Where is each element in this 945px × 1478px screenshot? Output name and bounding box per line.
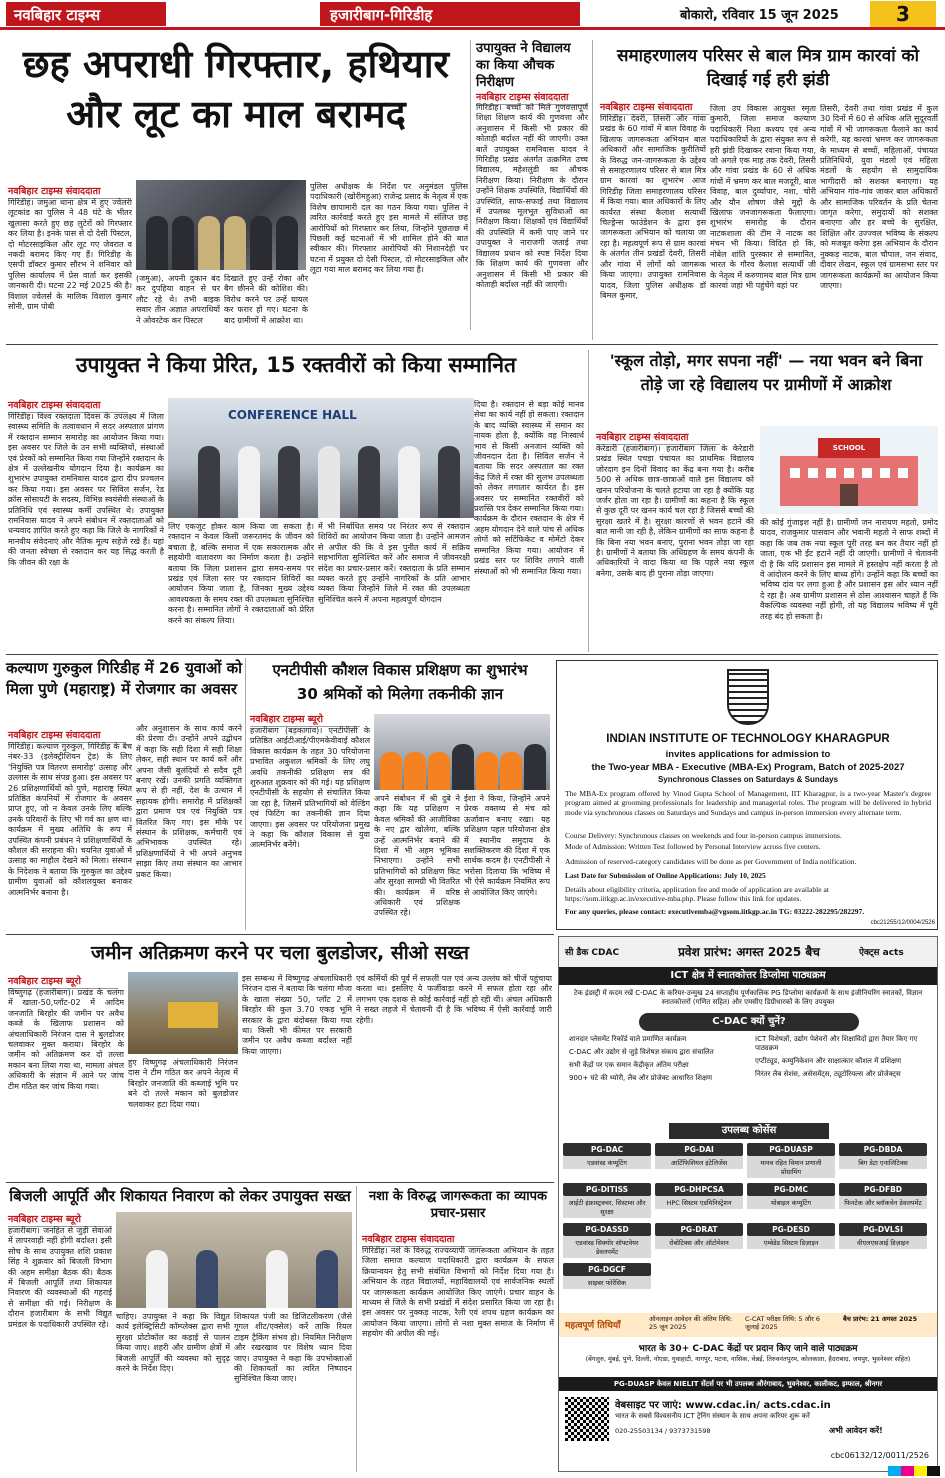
lead-body-2: (जमुआ), अपनी दुकान बंद कर दुपहिया वाहन से घर लौट रहे थे। तभी बाइक सवार तीन अज्ञात अपराधियों ने ओवरटेक कर पिस्टल xyxy=(136,274,220,325)
course-item xyxy=(563,1223,651,1256)
course-code: PG-DASSD xyxy=(563,1223,651,1236)
ntpc-photo xyxy=(374,714,550,790)
course-name: मानव रहित विमान प्रणाली प्रोग्रामिंग xyxy=(747,1156,835,1178)
course-code: PG-DGCF xyxy=(563,1263,651,1276)
section-rule xyxy=(6,654,938,655)
cmyk-registration-strip xyxy=(888,1466,940,1476)
power-body-1: हजारीबाग। जनहित से जुड़ी सेवाओं में लापरवाही नहीं होगी बर्दाश्त। इसी सोच के साथ उपायुक्त शशि प्रकाश सिंह ने शुक्रवार को बिजली विभाग की अहम समीक्षा बैठक की। बैठक में बिजली आपूर्ति तथा शिकायत निवारण की व्यवस्थाओं की गहराई से समीक्षा की गई। निरीक्षण के दौरान हजारीबाग के सभी विद्युत प्रमंडल के पदाधिकारी उपस्थित रहे। xyxy=(8,1226,112,1329)
section-rule xyxy=(6,1182,554,1183)
lead-headline-1: छह अपराधी गिरफ्तार, हथियार xyxy=(22,42,450,86)
cdac-subline: टेक इंडस्ट्री में कदम रखें C-DAC के करियर-उन्मुख 24 सप्ताहीय पूर्णकालिक PG डिप्लोमा कार्यक्रमों के साथ इंजीनियरिंग स्नातकों, विज्ञान स्नातकोत्तरों (गणित सहित) और एमसीए डिग्रीधारकों के लिए उपयुक्त xyxy=(573,989,923,1006)
course-name: आईटी इंफ्रास्ट्रक्चर, सिस्टम्स और सुरक्षा xyxy=(563,1196,651,1218)
banner-text: CONFERENCE HALL xyxy=(228,408,357,422)
cdac-advertisement xyxy=(558,936,938,1472)
cdac-banner: प्रवेश प्रारंभ: अगस्त 2025 बैच xyxy=(678,945,820,959)
campaign-body-3: तिसरी, देवरी तथा गांवा प्रखंड में कुल 30 दिनों में 60 से अधिक अति सुदूरवर्ती गांवों में भी जागरूकता फैलाने का कार्य करेगी, यह कारवां भ्रमण कर जागरूकता के माध्यम से बच्चों, महिलाओं, पंचायत प्रतिनिधियों, युवा मंडलों एवं महिला मंडलों के सहयोग से सामुदायिक भागीदारी को सशक्त बनाएगा। यह अभियान गांव-गांव जाकर बाल अधिकारों और सामाजिक परिवर्तन के प्रति चेतना जागृत करेगा, समुदायों को सशक्त बनाएगा और हर बच्चे के सुरक्षित, शिक्षित और उज्ज्वल भविष्य के संकल्प को मजबूत करेगा इस अभियान के दौरान नुक्कड़ नाटक, बाल चौपाल, जन संवाद, दीवार लेखन, स्कूल एवं ग्रामसभा स्तर पर जागरूकता कार्यक्रमों का आयोजन किया जाएगा। xyxy=(820,104,938,290)
column-divider xyxy=(592,40,593,340)
ntpc-body-3: ईशा ने किया, जिन्होंने अपने प्रेरक वक्तव्य से मंच को ऊर्जावान बनाए रखा। यह प्रशिक्षण पहल परियोजना क्षेत्र में स्थानीय समुदाय के सशक्तिकरण की दिशा में एक सार्थक कदम है। एनटीपीसी ने भरोसा दिलाया कि भविष्य में भी ऐसे कार्यक्रम नियमित रूप से आयोजित किए जाएंगे। xyxy=(464,794,550,897)
course-item xyxy=(655,1183,743,1211)
iit-para-6: Details about eligibility criteria, application fee and mode of application are available at https://som.iitkgp.ac.in/executive-mba.php. Please follow this link for updates. xyxy=(565,885,829,904)
lead-byline: नवबिहार टाइम्स संवाददाता xyxy=(8,184,128,199)
course-name: एम्बेडेड सिस्टम डिज़ाइन xyxy=(747,1236,835,1249)
column-divider xyxy=(588,350,589,652)
ntpc-body-1: हजारीबाग (बड़कागांव)। एनटीपीसी के प्रतिष्ठित आईटीआई/पीएमकेवीवाई कौशल विकास कार्यक्रम के तहत 30 परियोजना प्रभावित अकुशल श्रमिकों के लिए लघु अवधि तकनीकी प्रशिक्षण सत्र की शुरुआत शुक्रवार को की गई। यह प्रशिक्षण एनटीपीसी के सहयोग से संचालित किया जा रहा है, जिसमें प्रतिभागियों को वेल्डिंग एवं फिटिंग का तकनीकी ज्ञान दिया जाएगा। इस अवसर पर परियोजना प्रमुख ने कहा कि कौशल विकास से युवा आत्मनिर्भर बनेंगे। xyxy=(250,726,370,850)
donors-body-3: में भी निर्बाधित समय पर निरंतर रूप से रक्तदान शिविरों का आयोजन किया जाता है। उन्होंने आमजन से अपील की कि वे इस पुनीत कार्य में सक्रिय सहभागिता सुनिश्चित करें और समाज में जीवनरक्षी संदेश का प्रचार-प्रसार करें। रक्तदाता के प्रति सम्मान व्यक्त करते हुए उन्होंने नागरिकों के प्रति आभार व्यक्त किया जिन्होंने जिले में रक्त की उपलब्धता सुनिश्चित करने में अपना महत्वपूर्ण योगदान xyxy=(318,522,470,604)
power-body-2: चाहिए। उपायुक्त ने कहा कि विद्युत कार्य इलेक्ट्रिसिटी कॉम्प्लेक्स द्वारा सभी सुरक्षा प्रोटोकॉल का कड़ाई से पालन किया जाए। शहरी और ग्रामीण क्षेत्रों में बिजली आपूर्ति की व्यवस्था को सुदृढ़ करने के निर्देश दिए। xyxy=(116,1312,230,1374)
newspaper-name: नवबिहार टाइम्स xyxy=(6,2,166,26)
iit-contact: For any queries, please contact: executivemba@vgsom.iitkgp.ac.in TG: 03222-282295/282297. xyxy=(565,907,865,916)
kalyan-byline: नवबिहार टाइम्स संवाददाता xyxy=(8,728,124,743)
cdac-apply: अभी आवेदन करें! xyxy=(829,1426,883,1435)
iit-advertisement xyxy=(556,660,938,930)
bullet: सभी केंद्रों पर एक समान केंद्रीकृत अंतिम परीक्षा xyxy=(569,1061,689,1069)
course-item xyxy=(839,1223,927,1251)
donors-byline: नवबिहार टाइम्स संवाददाता xyxy=(8,398,128,413)
iit-logo xyxy=(727,669,769,725)
course-name: एडवांस्ड सिक्योर सॉफ्टवेयर डेवलपमेंट xyxy=(563,1236,651,1258)
course-code: PG-DUASP xyxy=(747,1143,835,1156)
kalyan-headline: कल्याण गुरुकुल गिरिडीह में 26 युवाओं को मिला पुणे (महाराष्ट्र) में रोजगार का अवसर xyxy=(6,659,242,698)
section-rule xyxy=(6,344,938,345)
power-photo xyxy=(116,1212,352,1308)
bullet: निरंतर लैब सेशंस, असेसमेंट्स, ट्यूटोरियल्स और प्रोजेक्ट्स xyxy=(755,1070,901,1078)
school-sign: SCHOOL xyxy=(818,438,880,458)
power-byline: नवबिहार टाइम्स ब्यूरो xyxy=(8,1212,108,1227)
campaign-headline: समाहरणालय परिसर से बाल मित्र ग्राम कारवां को दिखाई गई हरी झंडी xyxy=(617,46,919,90)
cdac-courses-title: उपलब्ध कोर्सेस xyxy=(669,1123,829,1139)
course-code: PG-DMC xyxy=(747,1183,835,1196)
course-name: फिनटेक और ब्लॉकचेन डेवलपमेंट xyxy=(839,1196,927,1209)
donors-photo xyxy=(168,398,474,518)
cdac-why: C-DAC क्यों चुनें? xyxy=(639,1013,859,1031)
lead-body-1: गिरिडीह। जमुआ थाना क्षेत्र में हुए ज्वेलरी लूटकांड का पुलिस ने 48 घंटे के भीतर खुलासा करते हुए छह लुटेरों को गिरफ्तार कर लिया है। इनके पास से दो देसी पिस्टल, दो मोटरसाइकिल और लूट गए जेवरात व नकदी बरामद किए गए हैं। गिरिडीह के एसपी डॉक्टर कुमार सौरभ ने शनिवार को पुलिस कार्यालय में प्रेस वार्ता कर इसकी जानकारी दी। घटना 22 मई 2025 की है। विशाल ज्वेलर्स के मालिक विशाल कुमार सोनी, ग्राम पोबी xyxy=(8,198,132,312)
bulldozer-body-1: विष्णुगढ़ (हजारीबाग)। प्रखंड के चलंगा में खाता-50,प्लॉट-02 में आदिम जनजाति बिरहोर की जमीन पर अवैध कब्जे के खिलाफ प्रशासन को अंचलाधिकारी निरंजन दास ने बुलडोजर चलवाकर मुक्त कराया। बिरहोर के जमीन को अतिक्रमण कर दो तल्ला मकान बना लिया गया था, मामला अंचल अधिकारी के संज्ञान में आने पर जांच टीम गठित कर जांच किया गया। xyxy=(8,988,124,1091)
bulldozer-byline: नवबिहार टाइम्स ब्यूरो xyxy=(8,974,118,989)
course-code: PG-DVLSI xyxy=(839,1223,927,1236)
cdac-phone: 020-25503134 / 9373731598 xyxy=(615,1427,711,1435)
iit-para-1: The MBA-Ex program offered by Vinod Gupta School of Management, IIT Kharagpur, is a two-year Master's degree program aimed at grooming professionals for leadership and managerial roles. The program will be delivered in hybrid mode via synchronous classes on Saturdays and Sundays and campus in-person immersion every alternate term. xyxy=(565,789,931,817)
campaign-byline: नवबिहार टाइम्स संवाददाता xyxy=(600,100,710,115)
campaign-body-1: गिरिडीह। देवरी, तिसरी और गांवा प्रखंड के 60 गांवों में बाल विवाह के खिलाफ जागरूकता अभियान बाल अधिकारों और सामाजिक कुरीतियों के विरुद्ध जन-जागरूकता के उद्देश्य से समाहरणालय परिसर से बाल मित्र ग्राम कारवां का शुभारंभ आज गिरिडीह जिला समाहरणालय परिसर में किया गया। बाल अधिकारों के लिए कार्यरत संस्था कैलाश सत्यार्थी चिल्ड्रेन्स फाउंडेशन के द्वारा इस जागरूकता अभियान को चलाया जा रहा है। महत्वपूर्ण रूप से ग्राम कारवां के अंतर्गत तीन प्रखंडों देवरी, तिसरी और गांवा में लोगों को जागरूक किया जाएगा। उपायुक्त रामनिवास यादव, जिला पुलिस अधीक्षक डॉ बिमल कुमार, xyxy=(600,114,706,300)
course-code: PG-DHPCSA xyxy=(655,1183,743,1196)
lead-photo xyxy=(136,180,306,270)
donors-body-4: दिया है। रक्तदान से बड़ा कोई मानव सेवा का कार्य नहीं हो सकता। रक्तदान के बाद व्यक्ति स्वास्थ्य में समान का नायक होता है, क्योंकि वह निःस्वार्थ भाव से किसी अनजान व्यक्ति को जीवनदान देता है। सिविल सर्जन ने बताया कि सदर अस्पताल का रक्त केंद्र जिले में रक्त की सुलभ उपलब्धता को लेकर लगातार कार्यरत है। इस अवसर पर सम्मानित रक्तवीरों को प्रशस्ति पत्र देकर सम्मानित किया गया। कार्यक्रम के दौरान रक्तदान के क्षेत्र में अहम योगदान देने वाले पांच से अधिक लोगों को सर्टिफिकेट व मोमेंटो देकर सम्मानित किया गया। आयोजन में प्रखंड स्तर पर शिविर लगाने वाली संस्थाओं को भी सम्मानित किया गया। xyxy=(474,400,584,576)
course-item xyxy=(839,1143,927,1171)
masthead xyxy=(0,0,945,30)
bullet: एप्टीट्यूड, कम्युनिकेशन और साक्षात्कार कौशल में प्रशिक्षण xyxy=(755,1057,902,1065)
bullet: 900+ घंटे की थ्योरी, लैब और प्रोजेक्ट आधारित शिक्षण xyxy=(569,1074,713,1082)
ntpc-headline-1: एनटीपीसी कौशल विकास प्रशिक्षण का शुभारंभ xyxy=(272,661,528,679)
bulldozer-body-4: एवं कर्मियों की पूर्व में सफली पल एवं अन्य उल्लंघ को चीजें पहुंचाया करता था। इसलिए ये फर्जीवाड़ा करने में सफल होता रहा और लगभग एक दशक से कोई कार्रवाई नहीं हो रही थी। अंचल अधिकारी ने सख्त लहजे में चेतावनी दी है कि भविष्य में ऐसी कार्रवाई जारी रहेगी। xyxy=(356,974,552,1025)
lead-headline-2: और लूट का माल बरामद xyxy=(66,92,406,136)
school-body-2: की कोई गुंजाइश नहीं है। ग्रामीणों जन नारायण महतो, प्रमोद यादव, राजकुमार पासवान और भवानी महतो ने साफ शब्दों में कहा कि जब तक नया स्कूल पूरी तरह बन कर तैयार नहीं हो जाता, एक भी ईंट हटाने नहीं दी जाएगी। ग्रामीणों ने चेतावनी दी है कि यदि प्रशासन इस मामले में हस्तक्षेप नहीं करता है तो वे आंदोलन करने के लिए बाध्य होंगे। उन्होंने कहा कि बच्चों का भविष्य दांव पर लगा हुआ है और प्रशासन इस ओर ध्यान नहीं दे रहा है। अब ग्रामीण प्रशासन से ठोस आश्वासन चाहते हैं कि वैकल्पिक व्यवस्था नहीं होगी, तो यह विद्यालय भविष्य में पूरी तरह बंद हो सकता है। xyxy=(760,518,938,621)
lead-body-4: पुलिस अधीक्षक के निर्देश पर अनुमंडल पुलिस पदाधिकारी (खोरीमहुआ) राजेन्द्र प्रसाद के नेतृत्व में एक विशेष छापामारी दल का गठन किया गया। पुलिस ने त्वरित कार्रवाई करते हुए इस मामले में संलिप्त छह आरोपियों को गिरफ्तार कर लिया, जिन्होंने पूछताछ में पिछली कई घटनाओं में भी शामिल होने की बात स्वीकार की। गिरफ्तार आरोपियों की निशानदेही पर घटना में प्रयुक्त दो देसी पिस्टल, दो मोटरसाइकिल और लूटा गया माल बरामद कर लिया गया है। xyxy=(310,182,468,275)
course-item xyxy=(747,1143,835,1176)
cdac-course-grid xyxy=(563,1143,933,1309)
course-name: एडवांस्ड कंप्यूटिंग xyxy=(563,1156,651,1169)
cdac-duasp: PG-DUASP केवल NIELIT सेंटर्स पर भी उपलब्ध औरंगाबाद, भुवनेश्वर, कालीकट, इम्फाल, श्रीनगर xyxy=(559,1377,937,1391)
course-name: वीएलएसआई डिज़ाइन xyxy=(839,1236,927,1249)
cdac-date-3: बैच प्रारंभ: 21 अगस्त 2025 xyxy=(843,1315,918,1323)
course-item xyxy=(563,1263,651,1291)
iit-para-3: Mode of Admission: Written Test followed by Personal Interview across five centers. xyxy=(565,842,821,851)
iit-sub-1: invites applications for admission to xyxy=(665,749,831,760)
column-divider xyxy=(356,1186,357,1472)
course-code: PG-DBDA xyxy=(839,1143,927,1156)
school-headline-2: तोड़े जा रहे विद्यालय पर ग्रामीणों में आक्रोश xyxy=(640,375,892,394)
column-divider xyxy=(470,40,471,330)
insp-headline: उपायुक्त ने विद्यालय का किया औचक निरीक्षण xyxy=(476,41,571,90)
course-name: आर्टिफिशियल इंटेलिजेंस xyxy=(655,1156,743,1169)
bulldozer-headline: जमीन अतिक्रमण करने पर चला बुलडोजर, सीओ सख्त xyxy=(91,942,469,964)
course-name: HPC सिस्टम एडमिनिस्ट्रेशन xyxy=(655,1196,743,1209)
acts-logo: ऐक्ट्स acts xyxy=(859,948,904,958)
school-byline: नवबिहार टाइम्स संवाददाता xyxy=(596,430,720,445)
bulldozer-body-3: इस सम्बन्ध में विष्णुगढ़ अंचलाधिकारी निरंजन दास ने बताया कि चलंगा मौजा के खाता संख्या 50, प्लॉट 2 में बिरहोर की कुल 3.70 एकड़ भूमि सरकार के द्वारा बंदोबस्त किया गया था। किसी भी कीमत पर सरकारी जमीन पर अवैध कब्जा बर्दाश्त नहीं किया जाएगा। xyxy=(242,974,352,1056)
course-item xyxy=(747,1223,835,1251)
drugs-body: गिरिडीह। नशे के विरुद्ध राज्यव्यापी जागरूकता अभियान के तहत जिला समाज कल्याण पदाधिकारी द्वारा कार्यक्रम के सफल क्रियान्वयन हेतु सभी संबंधित विभागों को निर्देश दिया गया है। अभियान के तहत विद्यालयों, महाविद्यालयों एवं सार्वजनिक स्थलों पर जागरूकता कार्यक्रम आयोजित किए जाएंगे। प्रचार वाहन के माध्यम से जिले के सभी प्रखंडों में संदेश प्रसारित किया जा रहा है। इस अवसर पर नुक्कड़ नाटक, रैली एवं शपथ ग्रहण कार्यक्रम का आयोजन किया जाएगा। लोगों से नशा मुक्त समाज के निर्माण में सहयोग की अपील की गई। xyxy=(362,1246,554,1339)
ntpc-byline: नवबिहार टाइम्स ब्यूरो xyxy=(250,712,360,727)
kalyan-body-1: गिरिडीह। कल्याण गुरुकुल, गिरिडीह के बैच नंबर-33 (इलेक्ट्रीशियन ट्रेड) के लिए 'नियुक्ति पत्र वितरण समारोह' उत्साह और उल्लास के साथ संपन्न हुआ। इस अवसर पर 26 प्रशिक्षणार्थियों को पुणे, महाराष्ट्र स्थित प्रतिष्ठित कंपनियों में रोजगार के अवसर प्राप्त हुए, जो न केवल उनके लिए बल्कि उनके परिवारों के लिए भी गर्व का क्षण था। कार्यक्रम में मुख्य अतिथि के रूप में उपस्थित कंपनी प्रबंधन ने प्रशिक्षणार्थियों के कौशल की सराहना की। चयनित युवाओं में उत्साह का माहौल देखने को मिला। संस्थान के निदेशक ने बताया कि गुरुकुल का उद्देश्य ग्रामीण युवाओं को कौशलयुक्त बनाकर आत्मनिर्भर बनाना है। xyxy=(8,742,132,897)
course-item xyxy=(563,1183,651,1216)
cdac-date-1: ऑनलाइन आवेदन की अंतिम तिथि: 25 जून 2025 xyxy=(649,1315,733,1331)
bulldozer-body-2: हुए विष्णुगढ़ अंचलाधिकारी निरंजन दास ने टीम गठित कर अपने नेतृत्व में बिरहोर जनजाति की कब्जाई भूमि पर बने दो तल्ले मकान को बुलडोजर चलवाकर हटा दिया गया। xyxy=(128,1058,238,1109)
bulldozer-photo xyxy=(128,972,238,1054)
cdac-web: वेबसाइट पर जाएं: www.cdac.in/ acts.cdac.in xyxy=(615,1400,831,1411)
kalyan-body-2: और अनुशासन के साथ कार्य करने की प्रेरणा दी। उन्होंने अपने उद्बोधन में कहा कि सही दिशा में सही शिक्षा लेकर, सही स्थान पर कार्य करें और अपना जैसी बुलंदियों से सदैव दूरी बनाए रखें। उनकी प्रगति व्यक्तिगत रूप से ही नहीं, देश के उत्थान में सहायक होगी। समारोह में प्रशिक्षकों द्वारा प्रमाण पत्र एवं नियुक्ति पत्र वितरित किए गए। इस मौके पर संस्थान के प्रशिक्षक, कर्मचारी एवं अभिभावक उपस्थित रहे। प्रशिक्षणार्थियों ने भी अपने अनुभव साझा किए तथा संस्थान का आभार प्रकट किया। xyxy=(136,724,242,879)
donors-headline: उपायुक्त ने किया प्रेरित, 15 रक्तवीरों को किया सम्मानित xyxy=(75,353,516,377)
qr-code xyxy=(565,1397,609,1441)
ntpc-headline-2: 30 श्रमिकों को मिलेगा तकनीकी ज्ञान xyxy=(296,685,504,703)
iit-sub-3: Synchronous Classes on Saturdays & Sundays xyxy=(657,775,839,784)
cdac-centres: (बेंगलुरु, मुंबई, पुणे, दिल्ली, नोएडा, गुवाहाटी, नागपुर, पटना, नासिक, चेन्नई, तिरुवनंतपुरम, कोलकाता, हैदराबाद, जयपुर, भुवनेश्वर सहित) xyxy=(585,1355,911,1363)
column-divider xyxy=(245,658,246,930)
cdac-logo: सी डैक CDAC xyxy=(565,948,620,958)
insp-body: गिरिडीह। बच्चों को मिले गुणवत्तापूर्ण शिक्षा शिक्षण कार्य की गुणवत्ता और अनुशासन में किसी भी प्रकार की कोताही बर्दाश्त नहीं की जाएगी। उक्त बातें उपायुक्त रामनिवास यादव ने गिरिडीह प्रखंड अंतर्गत उत्क्रमित उच्च विद्यालय, महेशलुंडी का औचक निरीक्षण किया। निरीक्षण के दौरान उन्होंने शिक्षक उपस्थिति, विद्यार्थियों की उपस्थिति, साफ-सफाई तथा विद्यालय में उपलब्ध मूलभूत सुविधाओं का निरीक्षण किया। शिक्षकों एवं विद्यार्थियों की उपस्थिति में कमी पाए जाने पर उपायुक्त ने नाराजगी जताई तथा विद्यालय प्रधान को स्पष्ट निर्देश दिया कि शिक्षण कार्य की गुणवत्ता और अनुशासन में किसी भी प्रकार की कोताही बर्दाश्त नहीं की जाएगी। xyxy=(476,103,588,289)
bullet: C-DAC और उद्योग से जुड़े विशेषज्ञ संकाय द्वारा संचालित xyxy=(569,1048,714,1056)
lead-body-3: दिखाते हुए उन्हें रोका और बैग छीनने की कोशिश की। विरोध करने पर उन्हें घायल कर फरार हो गए। घटना के बाद ग्रामीणों में आक्रोश था। xyxy=(224,274,308,325)
iit-para-4: Admission of reserved-category candidates will be done as per Government of India notification. xyxy=(565,857,857,866)
cdac-dates-title: महत्वपूर्ण तिथियाँ xyxy=(565,1321,621,1331)
course-code: PG-DESD xyxy=(747,1223,835,1236)
iit-para-2: Course Delivery: Synchronous classes on weekends and four in-person campus immersions. xyxy=(565,831,842,840)
campaign-body-2: जिला उप विकास आयुक्त स्मृता कुमारी, जिला समाज कल्याण पदाधिकारी निशा कश्यप एवं अन्य पदाधिकारियों के द्वारा संयुक्त रूप से हरी झंडी दिखाकर रवाना किया गया, जो अगले एक माह तक देवरी, तिसरी और गांवा प्रखंड के 60 से अधिक गांवों में भ्रमण कर बाल मजदूरी, बाल विवाह, बाल दुर्व्यापार, नशा, चोरी और यौन शोषण जैसे मुद्दों के खिलाफ जनजागरूकता फैलाएगा। शुभारंभ समारोह के दौरान नाटकशाला की टीम ने नाटक का मंचन भी किया। विदित हो कि, नोबेल शांति पुरस्कार से सम्मानित, भारत के गौरव कैलाश सत्यार्थी जी के नेतृत्व में करुणामय बाल मित्र ग्राम कारवां जहां भी पहुंचेंगे वहां पर xyxy=(710,104,816,290)
drugs-byline: नवबिहार टाइम्स संवाददाता xyxy=(362,1232,482,1247)
edition-name: हजारीबाग-गिरिडीह xyxy=(320,2,580,26)
iit-sub-2: the Two-year MBA - Executive (MBA-Ex) Program, Batch of 2025-2027 xyxy=(591,762,905,773)
school-headline-1: 'स्कूल तोड़ो, मगर सपना नहीं' — नया भवन बने बिना xyxy=(609,351,923,370)
course-code: PG-DITISS xyxy=(563,1183,651,1196)
cdac-ad-code: cbc06132/12/0011/2526 xyxy=(830,1451,929,1460)
course-code: PG-DFBD xyxy=(839,1183,927,1196)
course-name: मोबाइल कंप्यूटिंग xyxy=(747,1196,835,1209)
course-code: PG-DAC xyxy=(563,1143,651,1156)
issue-date: बोकारो, रविवार 15 जून 2025 xyxy=(680,8,839,23)
course-item xyxy=(655,1223,743,1251)
bullet: शानदार प्लेसमेंट रिकॉर्ड वाले प्रमाणित कार्यक्रम xyxy=(569,1035,687,1043)
donors-body-2: लिए एकजुट होकर काम किया जा सकता है। रक्तदान न केवल किसी जरूरतमंद के जीवन को बचाता है, बल्कि समाज में एक सकारात्मक और सहयोगी वातावरण का निर्माण करता है। उन्होंने बताया कि जिला प्रशासन द्वारा समय-समय पर प्रखंड एवं जिला स्तर पर रक्तदान शिविरों का आयोजन किया जाता है, जिनका मुख्य उद्देश्य आवश्यकता के समय रक्त की उपलब्धता सुनिश्चित करना है। सम्मानित लोगों ने रक्तदाताओं को प्रेरित करने का संकल्प लिया। xyxy=(168,522,314,625)
ntpc-body-2: अपने संबोधन में श्री दुबे ने कहा कि यह प्रशिक्षण न केवल श्रमिकों की आजीविका के नए द्वार खोलेगा, बल्कि उन्हें आत्मनिर्भर बनाने की दिशा में भी अहम भूमिका निभाएगा। उन्होंने सभी प्रतिभागियों को प्रशिक्षण किट और सुरक्षा सामग्री भी वितरित की। कार्यक्रम में वरिष्ठ अधिकारी एवं प्रशिक्षक उपस्थित रहे। xyxy=(374,794,460,918)
power-headline: बिजली आपूर्ति और शिकायत निवारण को लेकर उपायुक्त सख्त xyxy=(9,1187,351,1205)
section-rule xyxy=(6,934,554,935)
course-code: PG-DAI xyxy=(655,1143,743,1156)
cdac-subtitle: ICT क्षेत्र में स्नातकोत्तर डिप्लोमा पाठ्यक्रम xyxy=(559,967,937,985)
course-name: बिग डेटा एनालिटिक्स xyxy=(839,1156,927,1169)
power-body-3: शिकायत पंजी का डिजिटलीकरण (जैसे गूगल शीट/एक्सेल) करें ताकि रियल टाइम ट्रैकिंग संभव हो। नियमित निरीक्षण और रखरखाव पर विशेष ध्यान दिया जाए। उपायुक्त ने कहा कि उपभोक्ताओं की शिकायतों का त्वरित निष्पादन सुनिश्चित किया जाए। xyxy=(234,1312,352,1384)
course-name: रोबोटिक्स और ऑटोमेशन xyxy=(655,1236,743,1249)
school-illustration xyxy=(760,426,938,514)
course-item xyxy=(563,1143,651,1171)
course-item xyxy=(655,1143,743,1171)
drugs-headline: नशा के विरुद्ध जागरूकता का व्यापक प्रचार-प्रसार xyxy=(368,1189,548,1221)
school-body-1: केरेडारी (हजारीबाग)। हजारीबाग जिला के केरेडारी प्रखंड स्थित पचड़ा पंचायत का प्राथमिक विद्यालय जोरदाग इन दिनों विवाद का केंद्र बना गया है। करीब 500 से अधिक छात्र-छात्राओं वाले इस विद्यालय को खनन परियोजना के चलते हटाया जा रहा है क्योंकि यह जर्जर होता जा रहा है। ग्रामीणों का कहना है कि स्कूल से कुछ दूरी पर खनन कार्य चल रहा है जिससे बच्चों की सुरक्षा खतरे में है। सुरक्षा कारणों से भवन हटाने की बात मानी जा रही है, लेकिन ग्रामीणों का साफ कहना है कि बिना नया भवन बनाए, पुराना भवन तोड़ा जा रहा है। ग्रामीणों ने बताया कि अधिग्रहण के समय कंपनी के अधिकारियों ने वादा किया था कि पहले नया स्कूल बनेगा, उसके बाद ही पुराना तोड़ा जाएगा। xyxy=(596,444,754,578)
page-number: 3 xyxy=(870,1,936,27)
insp-byline: नवबिहार टाइम्स संवाददाता xyxy=(476,90,588,105)
iit-title: INDIAN INSTITUTE OF TECHNOLOGY KHARAGPUR xyxy=(606,733,890,745)
bullet: ICT विशेषज्ञों, उद्योग पेशेवरों और शिक्षाविदों द्वारा तैयार किए गए पाठ्यक्रम xyxy=(755,1035,918,1052)
donors-body-1: गिरिडीह। विश्व रक्तदाता दिवस के उपलक्ष्य में जिला स्वास्थ्य समिति के तत्वावधान में सदर अस्पताल प्रांगण में रक्तदान सम्मान समारोह का आयोजन किया गया। इस अवसर पर जिले के उन सभी व्यक्तियों, संस्थाओं एवं प्रेरकों को सम्मानित किया गया जिन्होंने रक्तदान के क्षेत्र में उल्लेखनीय योगदान दिया है। कार्यक्रम का शुभारंभ उपायुक्त रामनिवास यादव द्वारा दीप प्रज्वलन कर किया गया। इस अवसर पर सिविल सर्जन, रेड क्रॉस सोसायटी के सदस्य, विभिन्न स्वयंसेवी संस्थाओं के प्रतिनिधि एवं स्वास्थ्य कर्मी उपस्थित थे। उपायुक्त रामनिवास यादव ने अपने संबोधन में रक्तदाताओं को धन्यवाद ज्ञापित करते हुए कहा कि जिले के नागरिकों ने मानवीय संवेदनाएं और नैतिक मूल्य सहेजे रखे हैं। यहां की जनता स्वेच्छा से रक्तदान कर यह सिद्ध करती है कि जीवन की रक्षा के xyxy=(8,412,164,567)
iit-ad-code: cbc21255/12/0004/2526 xyxy=(870,920,935,926)
course-item xyxy=(839,1183,927,1211)
cdac-date-2: C-CAT परीक्षा तिथि: 5 और 6 जुलाई 2025 xyxy=(745,1315,821,1331)
cdac-centres-title: भारत के 30+ C-DAC केंद्रों पर प्रदान किए जाने वाले पाठ्यक्रम xyxy=(638,1344,858,1354)
cdac-bullets-right xyxy=(755,1035,931,1079)
cdac-tagline: भारत के सबसे विश्वसनीय ICT ट्रेनिंग संस्थान के साथ अपना करियर शुरू करें xyxy=(615,1412,810,1420)
course-name: साइबर फोरेंसिक xyxy=(563,1276,651,1289)
course-item xyxy=(747,1183,835,1211)
iit-deadline: Last Date for Submission of Online Applications: July 10, 2025 xyxy=(565,871,766,880)
course-code: PG-DRAT xyxy=(655,1223,743,1236)
cdac-bullets-left xyxy=(569,1035,749,1083)
